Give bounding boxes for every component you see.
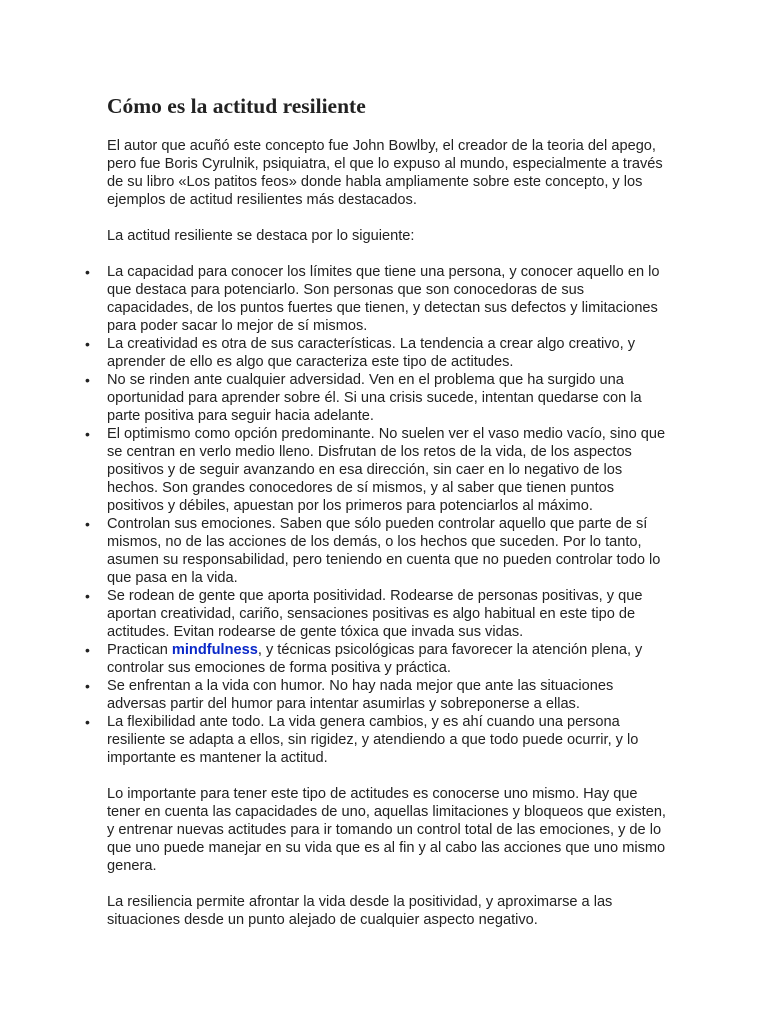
list-item-text: No se rinden ante cualquier adversidad. Ven en el problema que ha surgido una oportunidad para aprender sobre él. Si una crisis sucede, intentan quedarse con la parte positiva para seguir hacia adelante. [107, 372, 642, 424]
list-item [85, 425, 667, 515]
list-item-text: Se rodean de gente que aporta positividad. Rodearse de personas positivas, y que aportan creatividad, cariño, sensaciones positivas es algo habitual en este tipo de actitudes. Evitan rodearse de gente tóxica que invada sus vidas. [107, 588, 643, 640]
closing-paragraph: La resiliencia permite afrontar la vida desde la positividad, y aproximarse a las situaciones desde un punto alejado de cualquier aspecto negativo. [107, 894, 613, 928]
bullet-icon: • [85, 714, 90, 730]
list-item-text: El optimismo como opción predominante. No suelen ver el vaso medio vacío, sino que se centran en verlo medio lleno. Disfrutan de los retos de la vida, de los aspectos positivos y de seguir avanzando en esa dirección, sin caer en lo negativo de los hechos. Son grandes conocedores de sí mismos, y al saber que tienen puntos positivos y débiles, apuestan por los primeros para potenciarlos al máximo. [107, 426, 666, 514]
bullet-icon: • [85, 426, 90, 442]
list-item [85, 713, 667, 767]
bullet-icon: • [85, 678, 90, 694]
list-item-text: Controlan sus emociones. Saben que sólo pueden controlar aquello que parte de sí mismos, no de las acciones de los demás, o los hechos que suceden. Por lo tanto, asumen su responsabilidad, pero teniendo en cuenta que no pueden controlar todo lo que pasa en la vida. [107, 516, 661, 586]
list-item [85, 587, 667, 641]
list-item-text: La creatividad es otra de sus características. La tendencia a crear algo creativo, y aprender de ello es algo que caracteriza este tipo de actitudes. [107, 336, 636, 370]
article-title: Cómo es la actitud resiliente [107, 94, 366, 118]
traits-list [85, 263, 667, 767]
conclusion-paragraph: Lo importante para tener este tipo de actitudes es conocerse uno mismo. Hay que tener en cuenta las capacidades de uno, aquellas limitaciones y bloqueos que existen, y entrenar nuevas actitudes para ir tomando un control total de las emociones, y de lo que uno puede manejar en su vida que es al fin y al cabo las acciones que uno mismo genera. [107, 786, 666, 874]
bullet-icon: • [85, 516, 90, 532]
article-body [85, 93, 667, 947]
list-item [85, 641, 667, 677]
bullet-icon: • [85, 372, 90, 388]
bullet-icon: • [85, 336, 90, 352]
list-item-text-before: Practican [107, 642, 172, 658]
list-item [85, 515, 667, 587]
intro-paragraph: El autor que acuñó este concepto fue John Bowlby, el creador de la teoria del apego, pero fue Boris Cyrulnik, psiquiatra, el que lo expuso al mundo, especialmente a través de su libro «Los patitos feos» donde habla ampliamente sobre este concepto, y los ejemplos de actitud resilientes más destacados. [107, 138, 663, 208]
list-item [85, 677, 667, 713]
list-item-text-after: , y técnicas psicológicas para favorecer la atención plena, y controlar sus emociones de forma positiva y práctica. [107, 642, 643, 676]
bullet-icon: • [85, 264, 90, 280]
list-item-text: La capacidad para conocer los límites que tiene una persona, y conocer aquello en lo que destaca para potenciarlo. Son personas que son conocedoras de sus capacidades, de los puntos fuertes que tienen, y detectan sus defectos y limitaciones para poder sacar lo mejor de sí mismos. [107, 264, 660, 334]
list-item [85, 335, 667, 371]
lead-paragraph: La actitud resiliente se destaca por lo siguiente: [107, 228, 415, 244]
list-item [85, 371, 667, 425]
list-item-text: La flexibilidad ante todo. La vida genera cambios, y es ahí cuando una persona resiliente se adapta a ellos, sin rigidez, y atendiendo a que todo puede ocurrir, y lo importante es mantener la actitud. [107, 714, 639, 766]
list-item-text: Se enfrentan a la vida con humor. No hay nada mejor que ante las situaciones adversas partir del humor para intentar asumirlas y sobreponerse a ellas. [107, 678, 614, 712]
mindfulness-link[interactable]: mindfulness [171, 642, 258, 658]
bullet-icon: • [85, 642, 90, 658]
bullet-icon: • [85, 588, 90, 604]
list-item [85, 263, 667, 335]
